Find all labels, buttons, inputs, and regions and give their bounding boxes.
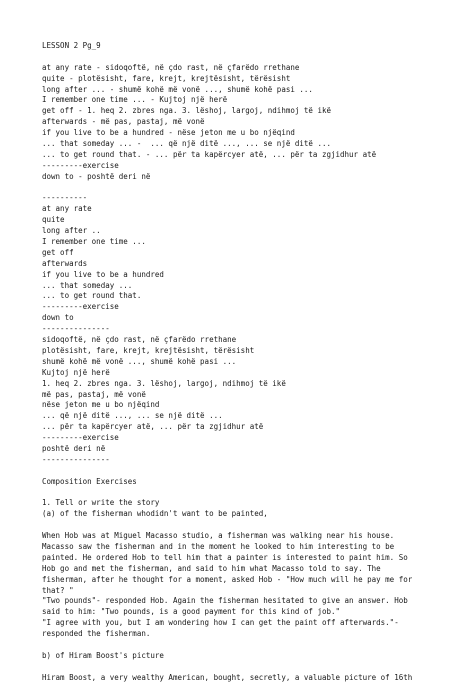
text-line: LESSON 2 Pg_9 (42, 41, 101, 50)
text-line: më pas, pastaj, më vonë (42, 389, 146, 399)
text-line: shumë kohë më vonë ..., shumë kohë pasi ... (42, 356, 237, 366)
text-line: 1. heq 2. zbres nga. 3. lëshoj, largoj, ndihmoj të ikë (42, 378, 286, 388)
text-line: ... to get round that. (42, 291, 142, 301)
text-line: at any rate - sidoqoftë, në çdo rast, në çfarëdo rrethane (42, 62, 300, 72)
text-line: Hob go and met the fisherman, and said to him what Macasso told to say. The (42, 563, 381, 573)
text-line: quite (42, 215, 65, 225)
text-line: --------------- (42, 324, 110, 334)
text-line: 1. Tell or write the story (42, 498, 160, 508)
text-line: sidoqoftë, në çdo rast, në çfarëdo rrethane (42, 335, 237, 345)
text-line: at any rate (42, 204, 92, 214)
text-line: When Hob was at Miguel Macasso studio, a fisherman was walking near his house. (42, 531, 395, 541)
text-line: if you live to be a hundred (42, 269, 164, 279)
text-line: ... për ta kapërcyer atë, ... për ta zgjidhur atë (42, 422, 264, 432)
text-line (42, 52, 468, 63)
text-line: long after ... - shumë kohë më vonë ..., shumë kohë pasi ... (42, 84, 313, 94)
text-line: get off (42, 247, 74, 257)
text-line: down to (42, 313, 74, 323)
text-line: "I agree with you, but I am wondering how I can get the paint off afterwards."- (42, 618, 399, 628)
text-line: Kujtoj një herë (42, 367, 110, 377)
text-line: said to him: "Two pounds, is a good payment for this kind of job." (42, 607, 341, 617)
text-line: (a) of the fisherman whodidn't want to be painted, (42, 509, 268, 519)
text-line: Composition Exercises (42, 476, 137, 486)
text-line: ---------exercise (42, 160, 119, 170)
text-line: I remember one time ... (42, 237, 146, 247)
text-line: ---------- (42, 193, 88, 203)
text-line: ... që një ditë ..., ... se një ditë ... (42, 411, 223, 421)
text-line: afterwards (42, 258, 88, 268)
document-text (42, 41, 468, 684)
text-line: nëse jeton me u bo njëqind (42, 400, 160, 410)
text-line: Hiram Boost, a very wealthy American, bought, secretly, a valuable picture of 16th (42, 672, 413, 682)
text-line: fisherman, after he thought for a moment, asked Hob - "How much will he pay me for (42, 574, 413, 584)
text-line (42, 183, 468, 194)
text-line: ... that someday ... (42, 280, 133, 290)
text-line (42, 520, 468, 531)
text-line (42, 466, 468, 477)
text-line: Macasso saw the fisherman and in the moment he looked to him interesting to be (42, 541, 395, 551)
text-line (42, 640, 468, 651)
text-line: plotësisht, fare, krejt, krejtësisht, tërësisht (42, 345, 255, 355)
text-line: responded the fisherman. (42, 629, 151, 639)
text-line: quite - plotësisht, fare, krejt, krejtësisht, tërësisht (42, 73, 291, 83)
text-line: ... to get round that. - ... për ta kapërcyer atë, ... për ta zgjidhur atë (42, 149, 377, 159)
text-line (42, 488, 468, 499)
text-line: that? " (42, 585, 74, 595)
text-line: painted. He ordered Hob to tell him that a painter is interested to paint him. So (42, 552, 408, 562)
text-line: poshtë deri në (42, 443, 106, 453)
text-line: ... that someday ... - ... që një ditë ..., ... se një ditë ... (42, 139, 331, 149)
text-line: I remember one time ... - Kujtoj një herë (42, 95, 228, 105)
text-line: ---------exercise (42, 302, 119, 312)
text-line: ---------exercise (42, 433, 119, 443)
text-line: "Two pounds"- responded Hob. Again the fisherman hesitated to give an answer. Hob (42, 596, 408, 606)
text-line: afterwards - më pas, pastaj, më vonë (42, 117, 205, 127)
text-line: get off - 1. heq 2. zbres nga. 3. lëshoj, largoj, ndihmoj të ikë (42, 106, 331, 116)
text-line: --------------- (42, 454, 110, 464)
text-line: long after .. (42, 226, 101, 236)
text-line: down to - poshtë deri në (42, 171, 151, 181)
text-line: b) of Hiram Boost's picture (42, 650, 164, 660)
text-line (42, 662, 468, 673)
text-line: if you live to be a hundred - nëse jeton me u bo njëqind (42, 128, 295, 138)
